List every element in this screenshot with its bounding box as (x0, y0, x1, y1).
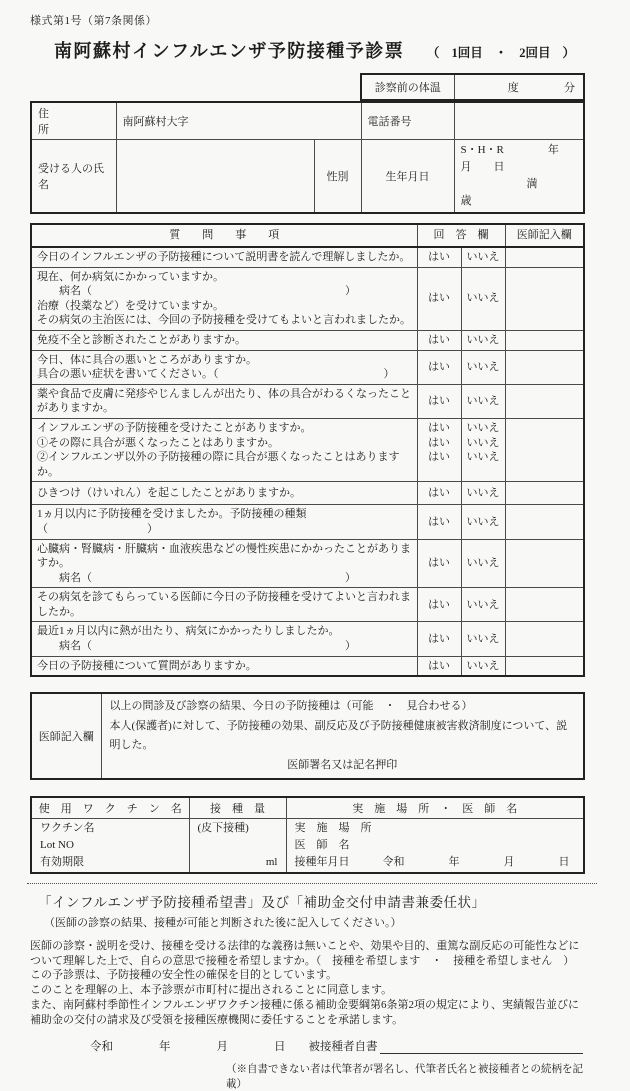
doctor-note-cell[interactable] (505, 588, 584, 622)
birthdate-label: 生年月日 (361, 140, 454, 214)
signature-line[interactable] (380, 1040, 584, 1054)
dose-separator: ・ (494, 46, 508, 60)
birthdate-era-line: S・H・R 年 月 日 (460, 144, 603, 173)
question-row (31, 384, 584, 418)
doctor-entry-content[interactable] (101, 693, 584, 779)
answer-yes[interactable]: はい (417, 247, 461, 267)
consent-subheading: （医師の診察の結果、接種が可能と判断された後に記入してください。） (44, 916, 402, 929)
form-number: 様式第1号（第7条関係） (30, 15, 157, 27)
answer-no[interactable]: いいえ (461, 247, 505, 267)
question-row (31, 622, 584, 656)
dotted-divider (27, 883, 597, 884)
doctor-note-cell[interactable] (505, 384, 584, 418)
consent-line-3: このことを理解の上、本予診票が市町村に提出されることに同意します。 (30, 984, 393, 997)
vaccine-name-cell[interactable]: ワクチン名 Lot NO 有効期限 (31, 818, 189, 873)
vaccine-amount-cell[interactable]: (皮下接種) ml (189, 818, 286, 873)
answer-no[interactable]: いいえ (461, 622, 505, 656)
doctor-note-cell[interactable] (505, 622, 584, 656)
doctor-note-cell[interactable] (505, 539, 584, 588)
doctor-note-cell[interactable] (505, 267, 584, 330)
answer-yes[interactable]: はい (417, 656, 461, 676)
answer-yes[interactable]: はい (417, 622, 461, 656)
answer-no[interactable]: いいえ (461, 350, 505, 384)
consent-heading: 「インフルエンザ予防接種希望書」及び「補助金交付申請書兼委任状」 (38, 894, 486, 910)
birthdate-value-cell[interactable] (454, 140, 615, 214)
answer-no[interactable]: いいえ (461, 539, 505, 588)
vaccine-place-header: 実 施 場 所 ・ 医 師 名 (286, 797, 584, 818)
answer-yes[interactable]: はい (417, 539, 461, 588)
question-text: 薬や食品で皮膚に発疹やじんましんが出たり、体の具合がわるくなったことがありますか。 (31, 384, 417, 418)
question-table (30, 223, 585, 677)
question-row (31, 330, 584, 350)
name-label: 受ける人の氏名 (31, 140, 116, 214)
question-text: 現在、何か病気にかかっていますか。 病名（ ） 治療（投薬など）を受けていますか。 その病気の主治医には、今回の予防接種を受けてもよいと言われましたか。 (31, 267, 417, 330)
phone-label: 電話番号 (361, 102, 454, 140)
dose-option-second[interactable]: 2回目 (519, 46, 551, 60)
doctor-note-cell[interactable] (505, 330, 584, 350)
answer-yes[interactable]: はい (417, 330, 461, 350)
title-row (30, 37, 583, 63)
question-row (31, 539, 584, 588)
answer-no-stack[interactable]: いいえ いいえ いいえ (461, 418, 505, 481)
question-text: 免疫不全と診断されたことがありますか。 (31, 330, 417, 350)
answer-yes[interactable]: はい (417, 267, 461, 330)
doctor-result-line: 以上の問診及び診察の結果、今日の予防接種は（可能 ・ 見合わせる） (109, 700, 473, 713)
question-text: 最近1ヵ月以内に熱が出たり、病気にかかったりしましたか。 病名（ ） (31, 622, 417, 656)
doctor-note-cell[interactable] (505, 656, 584, 676)
vaccine-amount-unit: ml (265, 855, 278, 868)
question-text: ひきつけ（けいれん）を起こしたことがありますか。 (31, 482, 417, 505)
doctor-note-cell[interactable] (505, 505, 584, 539)
sex-label: 性別 (314, 140, 361, 214)
name-value-cell[interactable] (116, 140, 314, 214)
address-value[interactable]: 南阿蘇村大字 (116, 102, 361, 140)
doctor-entry-label: 医師記入欄 (31, 693, 101, 779)
doctor-note-cell[interactable] (505, 418, 584, 481)
answer-no[interactable]: いいえ (461, 482, 505, 505)
doctor-note-cell[interactable] (505, 350, 584, 384)
answer-no[interactable]: いいえ (461, 330, 505, 350)
answer-no[interactable]: いいえ (461, 588, 505, 622)
consent-paragraph (30, 939, 583, 1028)
question-text: インフルエンザの予防接種を受けたことがありますか。 ①その際に具合が悪くなったことはありますか。 ②インフルエンザ以外の予防接種の際に具合が悪くなったことはありますか。 (31, 418, 417, 481)
question-text: その病気を診てもらっている医師に今日の予防接種を受けてよいと言われましたか。 (31, 588, 417, 622)
question-text: 1ヵ月以内に予防接種を受けましたか。予防接種の種類（ ） (31, 505, 417, 539)
consent-line-1: 医師の診察・説明を受け、接種を受ける法律的な義務は無いことや、効果や目的、重篤な副反応の可能性などについて理解した上で、自らの意思で接種を希望しますか。（ 接種を希望します ・ 接種を希望しません ） (30, 939, 580, 967)
consent-line-4: また、南阿蘇村季節性インフルエンザワクチン接種に係る補助金要綱第6条第2項の規定により、実績報告並びに補助金の交付の請求及び受領を接種医療機関に委任することを承諾します。 (30, 998, 580, 1026)
answer-yes[interactable]: はい (417, 505, 461, 539)
question-text: 心臓病・腎臓病・肝臓病・血液疾患などの慢性疾患にかかったことがありますか。 病名（ ） (31, 539, 417, 588)
dose-paren-close: ） (562, 46, 575, 60)
doctor-column-header: 医師記入欄 (505, 224, 584, 247)
doctor-note-cell[interactable] (505, 247, 584, 267)
answer-yes-stack[interactable]: はい はい はい (417, 418, 461, 481)
vaccine-amount-header: 接 種 量 (189, 797, 286, 818)
signee-label: 被接種者自書 (285, 1040, 378, 1053)
temperature-value-cell[interactable] (454, 74, 584, 100)
answer-yes[interactable]: はい (417, 482, 461, 505)
birthdate-age-line: 満 歳 (460, 178, 615, 207)
temperature-degree-unit: 度 (507, 82, 519, 94)
temperature-table (360, 73, 585, 101)
signature-row (90, 1038, 583, 1054)
doctor-signature-label: 医師署名又は記名押印 (287, 758, 398, 771)
signature-date[interactable]: 令和 年 月 日 (90, 1040, 286, 1053)
temperature-label: 診察前の体温 (361, 74, 454, 100)
question-row (31, 247, 584, 267)
page-title: 南阿蘇村インフルエンザ予防接種予診票 (54, 41, 405, 61)
answer-no[interactable]: いいえ (461, 267, 505, 330)
answer-yes[interactable]: はい (417, 384, 461, 418)
address-label: 住 所 (31, 102, 116, 140)
question-row (31, 505, 584, 539)
vaccine-table (30, 796, 585, 874)
answer-yes[interactable]: はい (417, 350, 461, 384)
question-row (31, 656, 584, 676)
dose-paren-open: （ (426, 46, 440, 60)
temperature-minute-unit: 分 (564, 82, 575, 94)
answer-no[interactable]: いいえ (461, 505, 505, 539)
question-text: 今日、体に具合の悪いところがありますか。 具合の悪い症状を書いてください。（ ） (31, 350, 417, 384)
doctor-note-cell[interactable] (505, 482, 584, 505)
dose-selector (421, 43, 581, 61)
question-row (31, 267, 584, 330)
doctor-entry-box (30, 692, 585, 780)
question-text: 今日のインフルエンザの予防接種について説明書を読んで理解しましたか。 (31, 247, 417, 267)
question-text: 今日の予防接種について質問がありますか。 (31, 656, 417, 676)
answer-no[interactable]: いいえ (461, 384, 505, 418)
signature-footnote: （※自書できない者は代筆者が署名し、代筆者氏名と被接種者との続柄を記載） (226, 1063, 583, 1090)
question-row (31, 418, 584, 481)
vaccine-place-cell[interactable]: 実 施 場 所 医 師 名 接種年月日 令和 年 月 日 (286, 818, 584, 873)
patient-info-table (30, 101, 615, 214)
phone-value-cell[interactable] (454, 102, 584, 140)
question-header: 質 問 事 項 (31, 224, 417, 247)
question-row (31, 482, 584, 505)
answer-yes[interactable]: はい (417, 588, 461, 622)
doctor-explained-line: 本人(保護者)に対して、予防接種の効果、副反応及び予防接種健康被害救済制度について、説明した。 (109, 719, 568, 752)
question-row (31, 588, 584, 622)
dose-option-first[interactable]: 1回目 (451, 46, 483, 60)
vaccine-name-header: 使 用 ワ ク チ ン 名 (31, 797, 189, 818)
answer-header: 回 答 欄 (417, 224, 505, 247)
question-row (31, 350, 584, 384)
consent-line-2: この予診票は、予防接種の安全性の確保を目的としています。 (30, 969, 338, 982)
answer-no[interactable]: いいえ (461, 656, 505, 676)
